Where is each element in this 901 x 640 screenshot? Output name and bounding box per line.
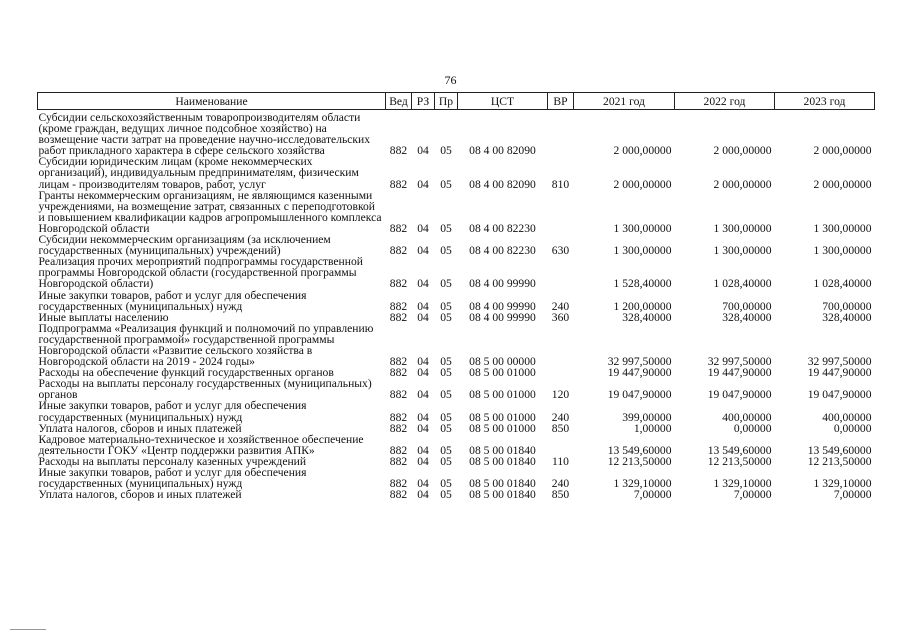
row-rz: 04 <box>417 355 429 369</box>
row-vr: 110 <box>552 454 569 468</box>
table-row <box>38 467 875 489</box>
row-rz: 04 <box>417 299 429 313</box>
row-amount-2021: 12 213,50000 <box>607 454 672 468</box>
row-rz: 04 <box>417 221 429 235</box>
row-amount-2023: 700,00000 <box>822 299 872 313</box>
row-ved: 882 <box>389 299 408 313</box>
row-amount-2021: 19 047,90000 <box>607 388 672 402</box>
row-name: Субсидии сельскохозяйственным товаропроизводителям области (кроме граждан, ведущих личное подсобное хозяйство) на возмещение части затрат на проведение научно-исследовательских работ прикладного характера в сфере сельского хозяйства <box>38 111 371 158</box>
row-amount-2022: 12 213,50000 <box>707 454 772 468</box>
row-amount-2021: 1 200,00000 <box>613 299 672 313</box>
row-amount-2021: 1 300,00000 <box>613 221 672 235</box>
row-amount-2021: 399,00000 <box>622 410 672 424</box>
budget-table <box>37 92 875 500</box>
row-ved: 882 <box>389 488 408 502</box>
row-amount-2021: 7,00000 <box>633 488 672 502</box>
row-amount-2023: 32 997,50000 <box>807 355 872 369</box>
row-vr <box>548 367 574 378</box>
table-header-row <box>38 93 875 110</box>
row-amount-2022: 7,00000 <box>733 488 772 502</box>
row-cst: 08 5 00 01840 <box>469 443 536 457</box>
row-amount-2023: 400,00000 <box>822 410 872 424</box>
row-rz: 04 <box>417 388 429 402</box>
row-vr: 120 <box>551 388 570 402</box>
row-pr: 05 <box>440 488 452 502</box>
row-amount-2022: 2 000,00000 <box>713 177 772 191</box>
row-vr: 850 <box>551 421 570 435</box>
table-row <box>38 489 875 500</box>
row-amount-2023: 13 549,60000 <box>807 443 872 457</box>
footer-rule <box>10 629 46 630</box>
row-ved: 882 <box>389 144 408 158</box>
row-pr: 05 <box>440 221 452 235</box>
row-ved: 882 <box>389 277 408 291</box>
row-cst: 08 5 00 01000 <box>469 410 536 424</box>
row-pr: 05 <box>440 477 452 491</box>
row-name: Иные выплаты населению <box>38 310 169 324</box>
row-rz: 04 <box>417 310 429 324</box>
table-row <box>38 400 875 422</box>
row-vr: 240 <box>551 299 570 313</box>
row-pr: 05 <box>440 277 452 291</box>
row-amount-2023: 328,40000 <box>822 310 872 324</box>
header-2021: 2021 год <box>574 93 675 110</box>
table-row <box>38 234 875 256</box>
header-ved: Вед <box>386 93 412 110</box>
row-amount-2022: 1 028,40000 <box>713 277 772 291</box>
row-vr <box>548 190 574 234</box>
row-ved: 882 <box>389 366 408 380</box>
row-name: Субсидии юридическим лицам (кроме некоммерческих организаций), индивидуальным предпринимателям, физическим лицам - производителям товаров, работ, услуг <box>38 155 359 191</box>
row-amount-2023: 7,00000 <box>833 488 872 502</box>
row-amount-2023: 1 300,00000 <box>813 244 872 258</box>
row-ved: 882 <box>389 244 408 258</box>
row-name: Расходы на выплаты персоналу казенных учреждений <box>38 454 307 468</box>
row-cst: 08 5 00 01000 <box>469 388 536 402</box>
row-amount-2022: 19 047,90000 <box>707 388 772 402</box>
row-rz: 04 <box>417 488 429 502</box>
row-cst: 08 5 00 01840 <box>469 477 536 491</box>
row-amount-2022: 700,00000 <box>722 299 772 313</box>
table-row <box>38 110 875 157</box>
row-vr: 850 <box>551 488 570 502</box>
row-vr <box>548 434 574 456</box>
row-amount-2023: 2 000,00000 <box>813 177 872 191</box>
row-amount-2021: 2 000,00000 <box>613 177 672 191</box>
row-pr: 05 <box>440 388 452 402</box>
row-amount-2023: 19 047,90000 <box>807 388 872 402</box>
row-ved: 882 <box>389 221 408 235</box>
row-amount-2022: 32 997,50000 <box>707 355 772 369</box>
row-amount-2021: 13 549,60000 <box>607 443 672 457</box>
row-pr: 05 <box>440 299 452 313</box>
row-name: Расходы на обеспечение функций государственных органов <box>38 366 334 380</box>
row-pr: 05 <box>440 421 452 435</box>
header-2023: 2023 год <box>775 93 875 110</box>
row-amount-2022: 1 300,00000 <box>713 221 772 235</box>
row-amount-2021: 1 329,10000 <box>613 477 672 491</box>
row-ved: 882 <box>389 388 408 402</box>
row-amount-2023: 1 300,00000 <box>813 221 872 235</box>
table-row <box>38 290 875 312</box>
row-cst: 08 4 00 82090 <box>469 144 536 158</box>
row-rz: 04 <box>417 277 429 291</box>
row-amount-2021: 328,40000 <box>622 310 672 324</box>
row-pr: 05 <box>440 355 452 369</box>
row-amount-2021: 1 528,40000 <box>613 277 672 291</box>
page-number: 76 <box>444 73 457 87</box>
row-pr: 05 <box>440 410 452 424</box>
row-ved: 882 <box>389 355 408 369</box>
header-vr: ВР <box>548 93 574 110</box>
row-amount-2023: 19 447,90000 <box>807 366 872 380</box>
row-ved: 882 <box>389 177 408 191</box>
row-rz: 04 <box>417 144 429 158</box>
row-pr: 05 <box>440 443 452 457</box>
row-cst: 08 4 00 82090 <box>469 177 536 191</box>
row-pr: 05 <box>440 177 452 191</box>
row-rz: 04 <box>417 443 429 457</box>
row-vr <box>548 323 574 367</box>
table-row <box>38 256 875 289</box>
row-amount-2021: 2 000,00000 <box>613 144 672 158</box>
row-amount-2022: 2 000,00000 <box>713 144 772 158</box>
row-cst: 08 4 00 99990 <box>469 277 536 291</box>
row-vr: 630 <box>551 244 570 258</box>
row-amount-2023: 0,00000 <box>833 421 872 435</box>
row-name: Уплата налогов, сборов и иных платежей <box>38 421 242 435</box>
row-cst: 08 4 00 99990 <box>469 310 536 324</box>
header-name: Наименование <box>38 93 386 110</box>
row-cst: 08 5 00 00000 <box>469 355 536 369</box>
row-name: Уплата налогов, сборов и иных платежей <box>38 488 242 502</box>
row-amount-2022: 13 549,60000 <box>707 443 772 457</box>
row-cst: 08 4 00 82230 <box>469 221 536 235</box>
row-name: Субсидии некоммерческим организациям (за исключением государственных (муниципальных) учреждений) <box>38 233 331 258</box>
row-amount-2021: 1 300,00000 <box>613 244 672 258</box>
row-name: Реализация прочих мероприятий подпрограммы государственной программы Новгородской области (государственной программы Новгородской области) <box>38 255 363 291</box>
row-amount-2022: 328,40000 <box>722 310 772 324</box>
table-row <box>38 378 875 400</box>
row-rz: 04 <box>417 177 429 191</box>
row-amount-2022: 1 329,10000 <box>713 477 772 491</box>
row-vr <box>548 110 574 157</box>
row-vr: 240 <box>551 410 570 424</box>
row-name: Иные закупки товаров, работ и услуг для обеспечения государственных (муниципальных) нужд <box>38 466 307 491</box>
row-pr: 05 <box>440 244 452 258</box>
row-rz: 04 <box>417 366 429 380</box>
table-row <box>38 190 875 234</box>
row-ved: 882 <box>389 410 408 424</box>
row-pr: 05 <box>440 144 452 158</box>
row-name: Иные закупки товаров, работ и услуг для обеспечения государственных (муниципальных) нужд <box>38 399 307 424</box>
row-cst: 08 5 00 01840 <box>469 488 536 502</box>
table-row <box>38 323 875 367</box>
row-cst: 08 4 00 99990 <box>469 299 536 313</box>
row-amount-2022: 400,00000 <box>722 410 772 424</box>
row-vr: 810 <box>551 177 570 191</box>
header-2022: 2022 год <box>675 93 775 110</box>
row-amount-2023: 1 028,40000 <box>813 277 872 291</box>
table-body <box>38 110 875 501</box>
row-ved: 882 <box>389 443 408 457</box>
row-ved: 882 <box>389 477 408 491</box>
row-amount-2022: 1 300,00000 <box>713 244 772 258</box>
row-ved: 882 <box>389 454 408 468</box>
row-amount-2022: 19 447,90000 <box>707 366 772 380</box>
row-name: Гранты некоммерческим организациям, не являющимся казенными учреждениями, на возмещение затрат, связанных с переподготовкой и повышением квалификации кадров агропромышленного комплекса Новгородской области <box>38 188 382 235</box>
row-vr <box>548 256 574 289</box>
row-cst: 08 5 00 01840 <box>469 454 536 468</box>
table-row <box>38 434 875 456</box>
row-rz: 04 <box>417 421 429 435</box>
row-vr: 360 <box>551 310 570 324</box>
row-rz: 04 <box>417 454 429 468</box>
row-pr: 05 <box>440 454 452 468</box>
row-name: Подпрограмма «Реализация функций и полномочий по управлению государственной программой» государственной программы Новгородской области «Развитие сельского хозяйства в Новгородской области на 2019 - 2024 годы» <box>38 321 374 369</box>
row-cst: 08 5 00 01000 <box>469 421 536 435</box>
row-amount-2021: 1,00000 <box>633 421 672 435</box>
row-pr: 05 <box>440 366 452 380</box>
table-row <box>38 156 875 189</box>
row-amount-2022: 0,00000 <box>733 421 772 435</box>
header-cst: ЦСТ <box>458 93 548 110</box>
row-ved: 882 <box>389 310 408 324</box>
row-cst: 08 4 00 82230 <box>469 244 536 258</box>
row-cst: 08 5 00 01000 <box>469 366 536 380</box>
row-name: Расходы на выплаты персоналу государственных (муниципальных) органов <box>38 377 372 402</box>
row-rz: 04 <box>417 244 429 258</box>
row-name: Иные закупки товаров, работ и услуг для обеспечения государственных (муниципальных) нужд <box>38 288 307 313</box>
row-pr: 05 <box>440 310 452 324</box>
row-vr: 240 <box>551 477 570 491</box>
header-rz: РЗ <box>412 93 435 110</box>
row-amount-2023: 12 213,50000 <box>807 454 872 468</box>
row-rz: 04 <box>417 410 429 424</box>
row-ved: 882 <box>389 421 408 435</box>
header-pr: Пр <box>435 93 458 110</box>
row-amount-2023: 2 000,00000 <box>813 144 872 158</box>
row-amount-2021: 32 997,50000 <box>607 355 672 369</box>
row-amount-2023: 1 329,10000 <box>813 477 872 491</box>
row-rz: 04 <box>417 477 429 491</box>
row-amount-2021: 19 447,90000 <box>607 366 672 380</box>
row-name: Кадровое материально-техническое и хозяйственное обеспечение деятельности ГОКУ «Центр поддержки развития АПК» <box>38 432 364 457</box>
